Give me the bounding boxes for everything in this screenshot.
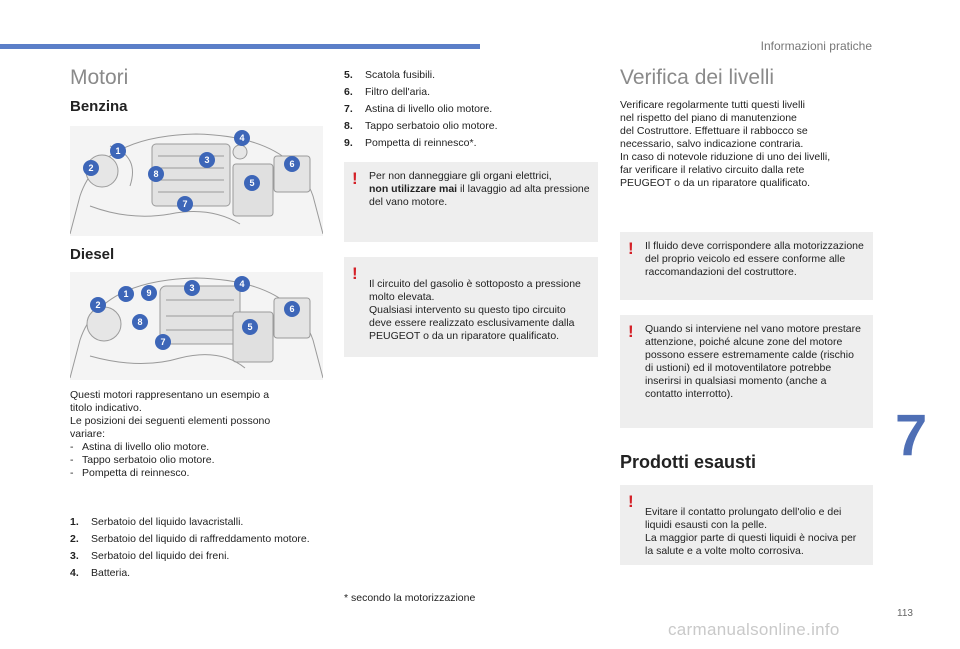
list-item: 3. Serbatoio del liquido dei freni.	[70, 550, 230, 562]
marker-label: 8	[137, 317, 143, 327]
page-number: 113	[897, 608, 913, 619]
warning-icon: !	[628, 322, 634, 341]
marker-label: 3	[204, 155, 210, 165]
warning-icon: !	[352, 264, 358, 283]
intro-paragraph: Questi motori rappresentano un esempio a titolo indicativo. Le posizioni dei seguenti elementi possono variare:	[70, 389, 271, 440]
marker-label: 4	[239, 279, 245, 289]
chapter-number: 7	[895, 403, 928, 468]
section-title: Informazioni pratiche	[760, 39, 872, 53]
warning-box-hot-engine: ! Quando si interviene nel vano motore prestare attenzione, poiché alcune zone del motore possono essere estremamente calde (rischio di ustioni) ed il motoventilatore potrebbe inserirsi in qualsiasi momento (anche a contatto interrotto).	[620, 315, 873, 428]
list-item: 7. Astina di livello olio motore.	[344, 103, 493, 115]
marker-label: 7	[160, 337, 166, 347]
marker-label: 1	[115, 146, 121, 156]
warning-box-electrical: ! Per non danneggiare gli organi elettrici, non utilizzare mai il lavaggio ad alta pressione del vano motore.	[344, 162, 598, 242]
benzina-heading: Benzina	[70, 98, 128, 115]
warning-box-diesel: ! Il circuito del gasolio è sottoposto a pressione molto elevata. Qualsiasi intervento su questo tipo circuito deve essere realizzato esclusivamente dalla PEUGEOT o da un riparatore qualificato.	[344, 257, 598, 357]
marker-label: 1	[123, 289, 129, 299]
components-list-2	[344, 69, 594, 154]
list-item: - Tappo serbatoio olio motore.	[70, 454, 215, 466]
list-item: 9. Pompetta di reinnesco*.	[344, 137, 477, 149]
warning-box-fluid: ! Il fluido deve corrispondere alla motorizzazione del proprio veicolo ed essere conforme alle raccomandazioni del costruttore.	[620, 232, 873, 300]
marker-label: 8	[153, 169, 159, 179]
variable-items-list	[70, 441, 320, 480]
page-title: Motori	[70, 66, 129, 89]
warning-icon: !	[628, 239, 634, 258]
footnote: * secondo la motorizzazione	[344, 592, 476, 604]
warning-box-waste: ! Evitare il contatto prolungato dell'olio e dei liquidi esausti con la pelle. La maggior parte di questi liquidi è nociva per la salute e a volte molto corrosiva.	[620, 485, 873, 565]
list-item: 1. Serbatoio del liquido lavacristalli.	[70, 516, 244, 528]
list-item: 6. Filtro dell'aria.	[344, 86, 431, 98]
marker-label: 9	[146, 288, 152, 298]
levels-paragraph: Verificare regolarmente tutti questi livelli nel rispetto del piano di manutenzione del Costruttore. Effettuare il rabbocco se necessario, salvo indicazione contraria. In caso di notevole riduzione di uno dei livelli, far verificare il relativo circuito dalla rete PEUGEOT o da un riparatore qualificato.	[620, 99, 831, 189]
products-heading: Prodotti esausti	[620, 452, 757, 472]
marker-label: 6	[289, 159, 295, 169]
list-item: 8. Tappo serbatoio olio motore.	[344, 120, 498, 132]
marker-label: 3	[189, 283, 195, 293]
engine-diagram-benzina	[70, 126, 323, 236]
list-item: 5. Scatola fusibili.	[344, 69, 436, 81]
engine-diagram-diesel	[70, 272, 323, 380]
list-item: 4. Batteria.	[70, 567, 131, 579]
header-accent-bar	[0, 44, 480, 49]
marker-label: 2	[88, 163, 94, 173]
diesel-heading: Diesel	[70, 246, 115, 263]
marker-label: 7	[182, 199, 188, 209]
marker-label: 2	[95, 300, 101, 310]
watermark: carmanualsonline.info	[668, 620, 840, 639]
marker-label: 5	[249, 178, 255, 188]
list-item: 2. Serbatoio del liquido di raffreddamento motore.	[70, 533, 310, 545]
marker-label: 6	[289, 304, 295, 314]
warning-icon: !	[352, 169, 358, 188]
components-list-1	[70, 516, 310, 584]
warning-icon: !	[628, 492, 634, 511]
marker-label: 4	[239, 133, 245, 143]
list-item: - Pompetta di reinnesco.	[70, 467, 190, 479]
marker-label: 5	[247, 322, 253, 332]
list-item: - Astina di livello olio motore.	[70, 441, 210, 453]
levels-title: Verifica dei livelli	[620, 66, 775, 89]
